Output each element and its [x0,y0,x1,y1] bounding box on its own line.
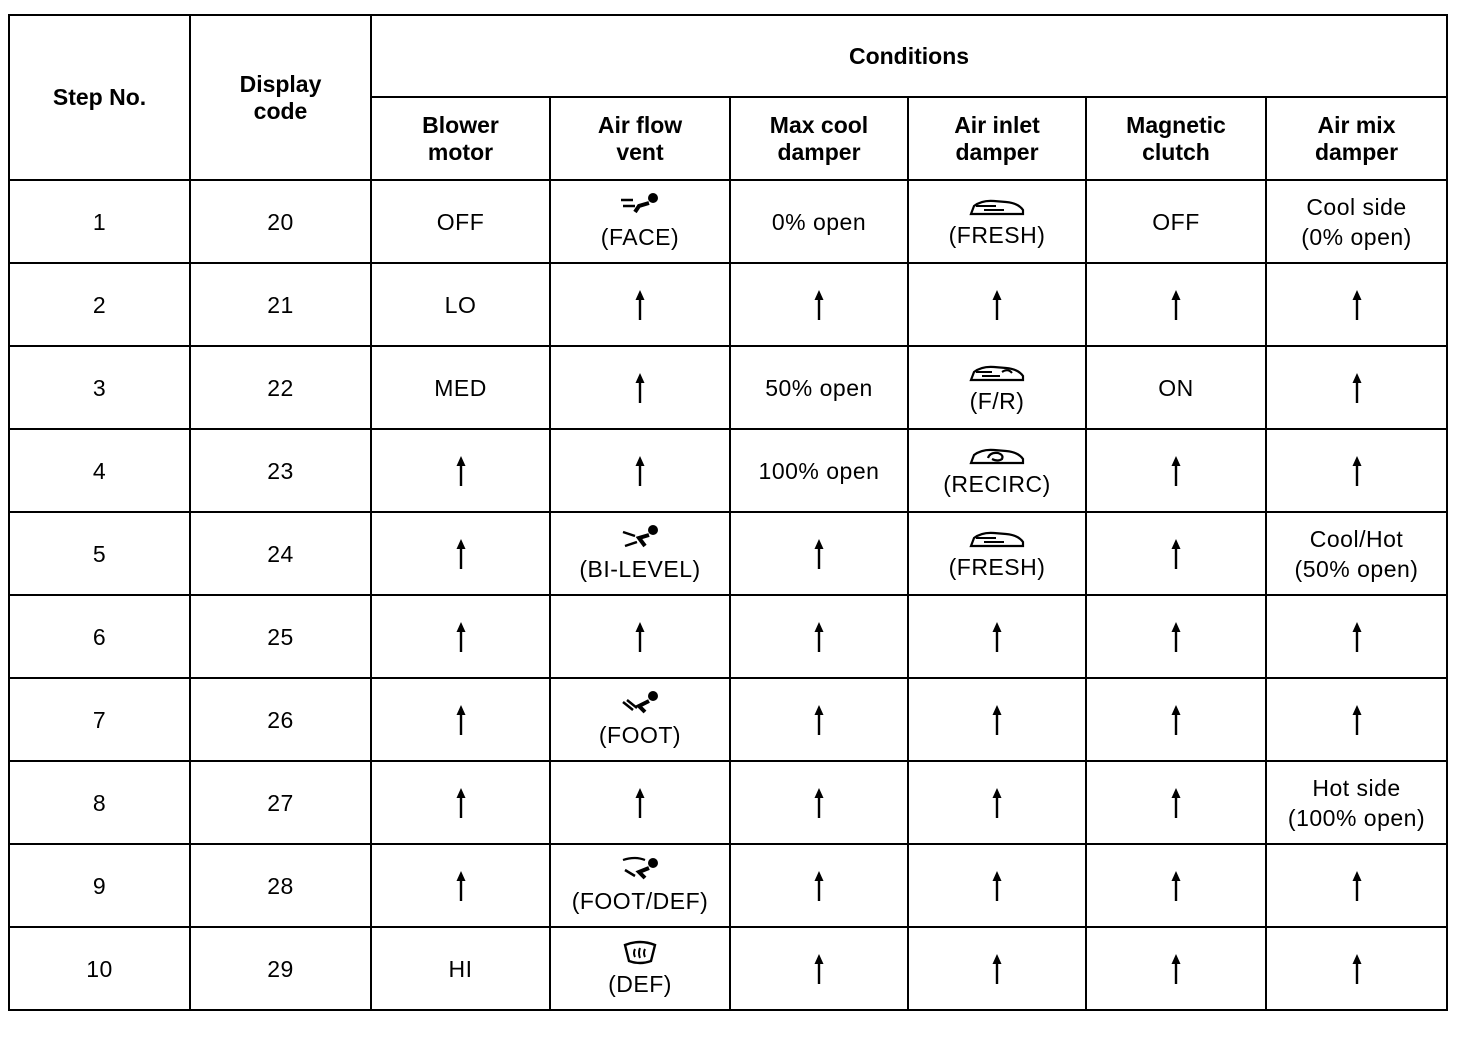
up-arrow-icon [1352,455,1362,487]
header-blower-motor-line2: motor [427,138,494,165]
fresh-air-icon [968,194,1026,218]
table-row [9,927,1447,1010]
air-mix-cell [1266,761,1447,844]
fresh-recirc-icon [968,360,1026,384]
up-arrow-icon [635,455,645,487]
max-cool-cell [730,595,908,678]
display-code-cell: 27 [190,761,371,844]
header-display-code [190,15,371,180]
up-arrow-icon [1171,538,1181,570]
header-display-code-line2: code [253,97,308,124]
air-inlet-label: (F/R) [969,387,1025,414]
up-arrow-icon [992,704,1002,736]
display-code-cell: 22 [190,346,371,429]
blower-cell [371,429,550,512]
air-inlet-cell [908,927,1086,1010]
max-cool-cell [730,927,908,1010]
display-code-cell: 28 [190,844,371,927]
airflow-cell [550,927,730,1010]
air-inlet-cell [908,844,1086,927]
step-cell: 3 [9,346,190,429]
defrost-icon [617,939,663,967]
up-arrow-icon [1171,621,1181,653]
air-inlet-cell [908,263,1086,346]
header-blower-motor [371,97,550,180]
air-mix-cell [1266,927,1447,1010]
up-arrow-icon [1352,953,1362,985]
up-arrow-icon [814,289,824,321]
clutch-cell [1086,844,1266,927]
blower-cell [371,844,550,927]
blower-cell: HI [371,927,550,1010]
foot-def-vent-icon [617,856,663,884]
display-code-cell: 29 [190,927,371,1010]
up-arrow-icon [1171,870,1181,902]
up-arrow-icon [814,953,824,985]
blower-cell: LO [371,263,550,346]
up-arrow-icon [456,538,466,570]
air-mix-cell [1266,678,1447,761]
airflow-label: (FACE) [600,223,680,250]
step-cell: 1 [9,180,190,263]
airflow-cell [550,429,730,512]
max-cool-cell: 50% open [730,346,908,429]
up-arrow-icon [1352,870,1362,902]
header-conditions-text: Conditions [848,42,970,69]
air-inlet-cell [908,678,1086,761]
display-code-cell: 21 [190,263,371,346]
air-inlet-cell [908,512,1086,595]
airflow-cell [550,180,730,263]
air-inlet-label: (RECIRC) [943,470,1051,497]
header-magnetic-clutch-line2: clutch [1142,138,1210,165]
header-max-cool-damper [730,97,908,180]
airflow-label: (BI-LEVEL) [579,555,701,582]
header-air-mix-damper-line1: Air mix [1317,111,1396,138]
airflow-label: (FOOT) [598,721,682,748]
header-air-flow-vent-line1: Air flow [597,111,683,138]
airflow-cell [550,844,730,927]
up-arrow-icon [635,289,645,321]
up-arrow-icon [992,621,1002,653]
step-cell: 10 [9,927,190,1010]
up-arrow-icon [992,953,1002,985]
air-mix-cell [1266,180,1447,263]
header-magnetic-clutch [1086,97,1266,180]
bi-level-vent-icon [617,524,663,552]
header-air-flow-vent-line2: vent [616,138,664,165]
display-code-cell: 20 [190,180,371,263]
up-arrow-icon [814,787,824,819]
display-code-cell: 23 [190,429,371,512]
table-row [9,180,1447,263]
airflow-cell [550,761,730,844]
up-arrow-icon [1171,455,1181,487]
step-cell: 5 [9,512,190,595]
up-arrow-icon [1352,704,1362,736]
airflow-cell [550,346,730,429]
up-arrow-icon [1352,289,1362,321]
up-arrow-icon [992,870,1002,902]
blower-cell [371,678,550,761]
table-row [9,512,1447,595]
air-inlet-cell [908,346,1086,429]
header-air-mix-damper [1266,97,1447,180]
airflow-cell [550,678,730,761]
clutch-cell [1086,761,1266,844]
recirc-icon [968,443,1026,467]
up-arrow-icon [1171,289,1181,321]
air-mix-cell [1266,595,1447,678]
table-row [9,429,1447,512]
air-mix-cell [1266,512,1447,595]
air-mix-cell [1266,429,1447,512]
max-cool-cell [730,512,908,595]
max-cool-cell [730,678,908,761]
up-arrow-icon [456,455,466,487]
step-cell: 2 [9,263,190,346]
air-mix-line2: (0% open) [1301,223,1412,250]
header-step-no-text: Step No. [52,84,147,110]
table-row [9,346,1447,429]
table-row [9,844,1447,927]
fresh-air-icon [968,526,1026,550]
header-air-inlet-damper-line2: damper [955,138,1039,165]
header-max-cool-damper-line2: damper [777,138,861,165]
air-inlet-label: (FRESH) [948,221,1046,248]
air-mix-line1: Cool/Hot [1309,525,1404,552]
air-inlet-label: (FRESH) [948,553,1046,580]
up-arrow-icon [992,289,1002,321]
header-air-inlet-damper-line1: Air inlet [954,111,1040,138]
air-mix-line2: (50% open) [1294,555,1419,582]
table-row [9,761,1447,844]
air-inlet-cell [908,761,1086,844]
air-mix-cell [1266,844,1447,927]
table-row [9,263,1447,346]
air-inlet-cell [908,180,1086,263]
up-arrow-icon [635,787,645,819]
up-arrow-icon [1352,621,1362,653]
max-cool-cell [730,761,908,844]
air-mix-line2: (100% open) [1287,804,1426,831]
airflow-cell [550,595,730,678]
table-row [9,595,1447,678]
max-cool-cell [730,263,908,346]
air-inlet-cell [908,595,1086,678]
header-display-code-line1: Display [239,70,322,97]
display-code-cell: 25 [190,595,371,678]
table-row [9,678,1447,761]
blower-cell [371,512,550,595]
face-vent-icon [617,192,663,220]
display-code-cell: 26 [190,678,371,761]
airflow-cell [550,512,730,595]
up-arrow-icon [1171,953,1181,985]
clutch-cell [1086,678,1266,761]
max-cool-cell: 0% open [730,180,908,263]
header-row-top [9,15,1447,97]
blower-cell: MED [371,346,550,429]
blower-cell: OFF [371,180,550,263]
clutch-cell [1086,512,1266,595]
header-air-mix-damper-line2: damper [1314,138,1399,165]
up-arrow-icon [1171,704,1181,736]
step-cell: 9 [9,844,190,927]
step-cell: 7 [9,678,190,761]
up-arrow-icon [456,870,466,902]
up-arrow-icon [456,621,466,653]
up-arrow-icon [814,621,824,653]
step-cell: 4 [9,429,190,512]
up-arrow-icon [814,870,824,902]
clutch-cell [1086,263,1266,346]
up-arrow-icon [814,538,824,570]
header-blower-motor-line1: Blower [422,111,499,138]
up-arrow-icon [1171,787,1181,819]
airflow-label: (DEF) [608,970,672,997]
step-cell: 8 [9,761,190,844]
up-arrow-icon [456,787,466,819]
self-diagnosis-conditions-table [8,14,1448,1011]
clutch-cell [1086,927,1266,1010]
up-arrow-icon [635,372,645,404]
blower-cell [371,761,550,844]
clutch-cell: OFF [1086,180,1266,263]
airflow-cell [550,263,730,346]
max-cool-cell: 100% open [730,429,908,512]
step-cell: 6 [9,595,190,678]
header-step-no [9,15,190,180]
air-mix-line1: Hot side [1312,774,1401,801]
header-air-flow-vent [550,97,730,180]
up-arrow-icon [1352,372,1362,404]
up-arrow-icon [992,787,1002,819]
blower-cell [371,595,550,678]
header-conditions [371,15,1447,97]
up-arrow-icon [635,621,645,653]
header-magnetic-clutch-line1: Magnetic [1126,111,1226,138]
air-inlet-cell [908,429,1086,512]
foot-vent-icon [617,690,663,718]
display-code-cell: 24 [190,512,371,595]
clutch-cell: ON [1086,346,1266,429]
max-cool-cell [730,844,908,927]
header-air-inlet-damper [908,97,1086,180]
clutch-cell [1086,595,1266,678]
airflow-label: (FOOT/DEF) [571,887,709,914]
air-mix-cell [1266,263,1447,346]
header-max-cool-damper-line1: Max cool [769,111,869,138]
up-arrow-icon [456,704,466,736]
up-arrow-icon [814,704,824,736]
air-mix-line1: Cool side [1306,193,1407,220]
air-mix-cell [1266,346,1447,429]
clutch-cell [1086,429,1266,512]
